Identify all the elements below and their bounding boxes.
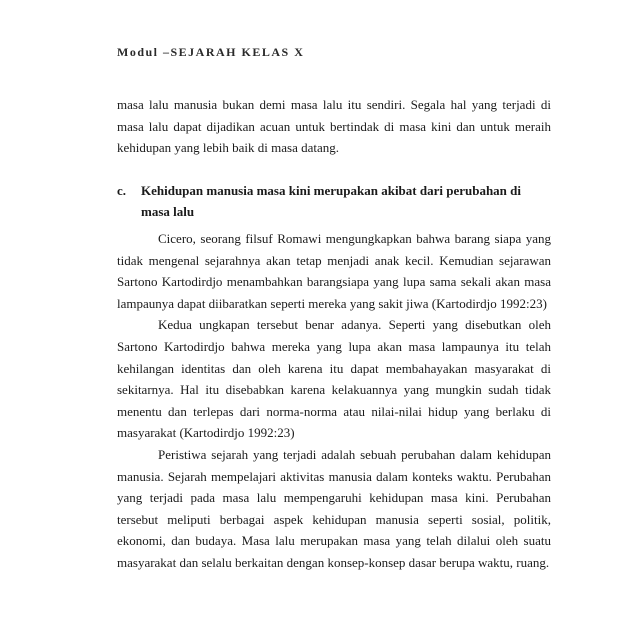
section-title: Kehidupan manusia masa kini merupakan akibat dari perubahan di masa lalu [141, 182, 522, 220]
paragraph-3: Peristiwa sejarah yang terjadi adalah sebuah perubahan dalam kehidupan manusia. Sejarah mempelajari aktivitas manusia dalam konteks waktu. Perubahan yang terjadi pada masa lalu mempengaruhi kehidupan masa kini. Perubahan tersebut meliputi berbagai aspek kehidupan manusia seperti sosial, politik, ekonomi, dan budaya. Masa lalu merupakan masa yang telah dilalui oleh suatu masyarakat dan selalu berkaitan dengan konsep-konsep dasar berupa waktu, ruang. [117, 446, 551, 570]
section-letter: c. [117, 182, 127, 198]
paragraph-1: Cicero, seorang filsuf Romawi mengungkapkan bahwa barang siapa yang tidak mengenal sejarahnya akan tetap menjadi anak kecil. Kemudian sejarawan Sartono Kartodirdjo menambahkan barangsiapa yang lupa sama sekali akan masa lampaunya dapat diibaratkan seperti mereka yang sakit jiwa (Kartodirdjo 1992:23) [117, 230, 551, 311]
intro-paragraph: masa lalu manusia bukan demi masa lalu itu sendiri. Segala hal yang terjadi di masa lalu dapat dijadikan acuan untuk bertindak di masa kini dan untuk meraih kehidupan yang lebih baik di masa datang. [117, 97, 551, 156]
paragraph-2: Kedua ungkapan tersebut benar adanya. Seperti yang disebutkan oleh Sartono Kartodirdjo bahwa mereka yang lupa akan masa lampaunya itu telah kehilangan identitas dan oleh karena itu dapat membahayakan masyarakat di sekitarnya. Hal itu disebabkan karena kelakuannya yang mungkin sudah tidak menentu dan terlepas dari norma-norma atau nilai-nilai hidup yang berlaku di masyarakat (Kartodirdjo 1992:23) [117, 317, 551, 441]
document-body [117, 94, 551, 573]
running-header: Modul –SEJARAH KELAS X [117, 45, 305, 59]
section-heading [117, 180, 551, 223]
